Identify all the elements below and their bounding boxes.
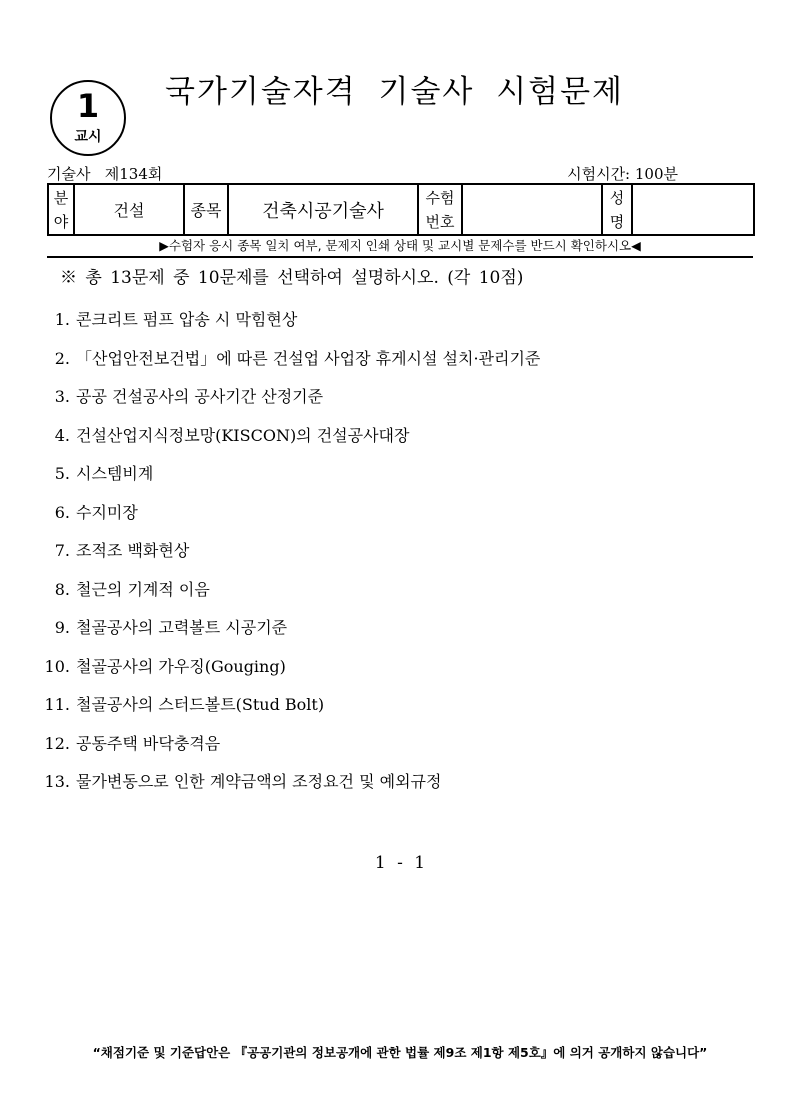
field-label-cell [48, 184, 74, 235]
session-badge [50, 80, 126, 156]
list-item [44, 462, 744, 501]
name-label-cell [602, 184, 632, 235]
question-text: 철골공사의 가우징(Gouging) [76, 656, 286, 676]
list-item [44, 655, 744, 694]
question-number: 10. [44, 656, 70, 676]
question-list [44, 308, 744, 809]
type-label: 종목 [184, 184, 228, 235]
list-item [44, 539, 744, 578]
exam-info-table [47, 183, 755, 236]
question-number: 12. [44, 733, 70, 753]
type-value: 건축시공기술사 [228, 184, 418, 235]
question-number: 7. [54, 541, 70, 560]
exam-meta-row [47, 164, 753, 184]
exam-duration: 시험시간: 100분 [567, 165, 678, 183]
list-item [44, 424, 744, 463]
question-text: 시스템비계 [76, 464, 154, 483]
question-number: 1. [54, 310, 70, 329]
question-text: 철골공사의 스터드볼트(Stud Bolt) [76, 695, 325, 714]
list-item [44, 732, 744, 771]
field-label-line: 야 [53, 212, 69, 231]
exam-no-label-line: 번호 [425, 212, 455, 231]
exam-no-label-line: 수험 [425, 188, 455, 207]
exam-no-field[interactable] [462, 184, 602, 235]
question-number: 9. [54, 618, 70, 637]
exam-no-label-cell [418, 184, 462, 235]
question-text: 건설산업지식정보망(KISCON)의 건설공사대장 [76, 425, 410, 445]
question-text: 수지미장 [76, 502, 138, 522]
list-item [44, 308, 744, 347]
list-item [44, 347, 744, 386]
question-number: 6. [54, 502, 70, 522]
notice-bar: ▶수험자 응시 종목 일치 여부, 문제지 인쇄 상태 및 교시별 문제수를 반드시 확인하시오◀ [47, 236, 753, 258]
question-number: 5. [54, 464, 70, 483]
question-text: 철근의 기계적 이음 [76, 579, 210, 599]
question-number: 3. [54, 387, 70, 406]
question-text: 조적조 백화현상 [76, 541, 190, 560]
footer-note: “채점기준 및 기준답안은 『공공기관의 정보공개에 관한 법률 제9조 제1항 제5호』에 의거 공개하지 않습니다” [92, 1045, 708, 1060]
exam-round: 기술사 제134회 [47, 165, 163, 183]
name-field[interactable] [632, 184, 754, 235]
question-number: 4. [54, 425, 70, 445]
list-item [44, 693, 744, 732]
list-item [44, 501, 744, 540]
name-label-line: 명 [609, 212, 625, 231]
question-text: 물가변동으로 인한 계약금액의 조정요건 및 예외규정 [76, 772, 442, 791]
question-number: 13. [44, 772, 70, 791]
session-label: 교시 [74, 129, 102, 145]
question-text: 「산업안전보건법」에 따른 건설업 사업장 휴게시설 설치·관리기준 [76, 348, 541, 368]
question-text: 콘크리트 펌프 압송 시 막힘현상 [76, 310, 298, 329]
question-number: 11. [44, 695, 70, 714]
session-number: 1 [76, 87, 100, 125]
page-title: 국가기술자격 기술사 시험문제 [165, 74, 625, 110]
page-number: 1 - 1 [374, 853, 426, 873]
list-item [44, 770, 744, 809]
instruction-text: ※ 총 13문제 중 10문제를 선택하여 설명하시오. (각 10점) [60, 268, 524, 288]
question-text: 공공 건설공사의 공사기간 산정기준 [76, 387, 324, 406]
question-text: 공동주택 바닥충격음 [76, 733, 221, 753]
field-label-line: 분 [53, 188, 69, 207]
question-text: 철골공사의 고력볼트 시공기준 [76, 618, 288, 637]
list-item [44, 385, 744, 424]
list-item [44, 578, 744, 617]
list-item [44, 616, 744, 655]
name-label-line: 성 [609, 188, 625, 207]
question-number: 2. [54, 348, 70, 368]
field-value: 건설 [74, 184, 184, 235]
question-number: 8. [54, 579, 70, 599]
